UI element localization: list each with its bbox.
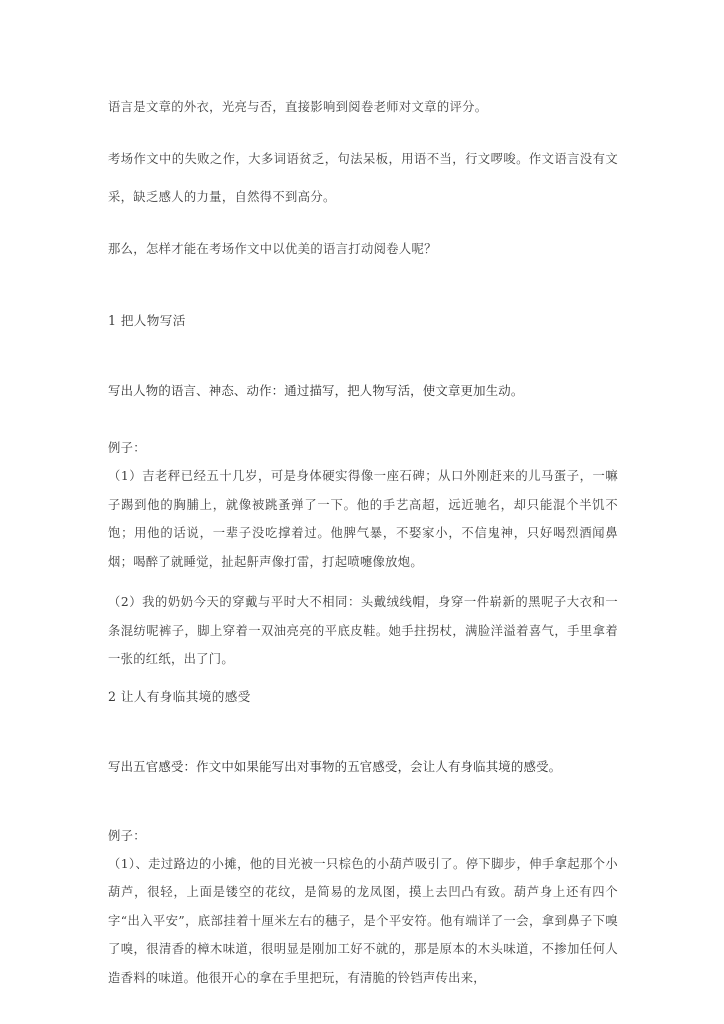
- document-body: [108, 88, 618, 992]
- section-1-heading: 1 把人物写活: [108, 313, 186, 328]
- section-2-examples-label: 例子：: [108, 828, 146, 843]
- section-2-heading: 2 让人有身临其境的感受: [108, 688, 251, 704]
- section-1-example-1: （1）吉老秤已经五十几岁，可是身体硬实得像一座石碑；从口外刚赶来的儿马蛋子，一嘛子踢到他的胸脯上，就像被跳蚤弹了一下。他的手艺高超，远近驰名，却只能混个半饥不饱；用他的话说，一辈子没吃撑着过。他脾气暴，不娶家小，不信鬼神，只好喝烈酒闻鼻烟；喝醉了就睡觉，扯起鼾声像打雷，打起喷嚏像放炮。: [108, 469, 618, 569]
- spacer: [108, 406, 618, 434]
- section-1-tip: 写出人物的语言、神态、动作：通过描写，把人物写活，使文章更加生动。: [108, 383, 524, 398]
- intro-paragraph-2: 考场作文中的失败之作，大多词语贫乏，句法呆板，用语不当，行文啰唆。作文语言没有文采，缺乏感人的力量，自然得不到高分。: [108, 152, 618, 204]
- intro-paragraph-3: 那么，怎样才能在考场作文中以优美的语言打动阅卷人呢？: [108, 242, 437, 256]
- section-2-tip: 写出五官感受：作文中如果能写出对事物的五官感受，会让人有身临其境的感受。: [108, 758, 562, 774]
- spacer: [108, 674, 618, 682]
- intro-paragraph-1: 语言是文章的外衣，光亮与否，直接影响到阅卷老师对文章的评分。: [108, 100, 488, 114]
- section-1-examples-label: 例子：: [108, 441, 146, 455]
- spacer: [108, 282, 618, 306]
- section-1-example-2: （2）我的奶奶今天的穿戴与平时大不相同：头戴绒线帽，身穿一件崭新的黑呢子大衣和一条混纺呢裤子，脚上穿着一双油亮亮的平底皮鞋。她手拄拐杖，满脸洋溢着喜气，手里拿着一张的红纸，出了门。: [108, 595, 618, 666]
- spacer: [108, 336, 618, 376]
- spacer: [108, 576, 618, 588]
- spacer: [108, 782, 618, 822]
- section-2-example-1: （1）、走过路边的小摊，他的目光被一只棕色的小葫芦吸引了。停下脚步，伸手拿起那个小葫芦，很轻，上面是镂空的花纹，是简易的龙凤图，摸上去凹凸有致。葫芦身上还有四个字“出入平安”，底部挂着十厘米左右的穗子，是个平安符。他有端详了一会，拿到鼻子下嗅了嗅，很清香的樟木味道，很明显是刚加工好不就的，那是原本的木头味道，不掺加任何人造香料的味道。他很开心的拿在手里把玩，有清脆的铃铛声传出来，: [108, 856, 618, 985]
- spacer: [108, 712, 618, 752]
